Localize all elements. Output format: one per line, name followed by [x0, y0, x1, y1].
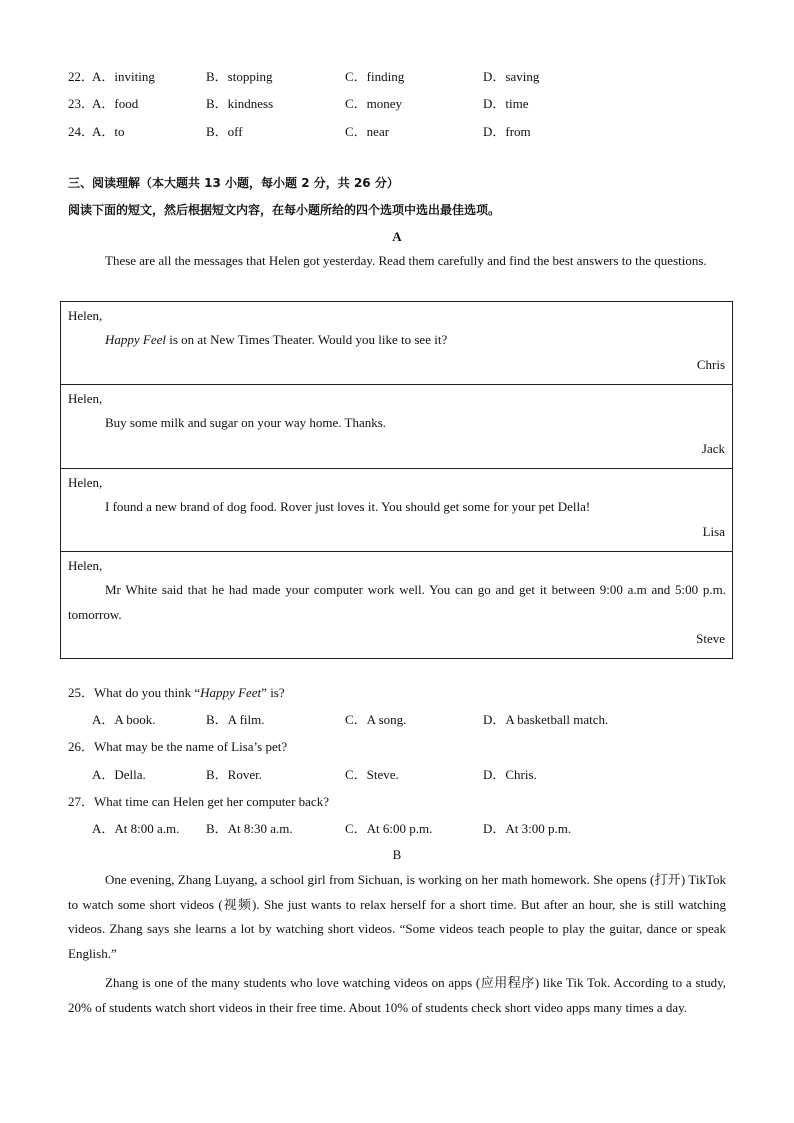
section-instruction: 阅读下面的短文，然后根据短文内容，在每小题所给的四个选项中选出最佳选项。: [68, 203, 501, 217]
option-d: D．from: [483, 124, 531, 139]
option-c: C．A song.: [345, 712, 407, 727]
message-text: is on at New Times Theater. Would you like to see it?: [166, 332, 448, 347]
option-a: A．food: [92, 96, 139, 111]
message-chris: [61, 302, 732, 385]
movie-title: Happy Feet: [200, 685, 262, 700]
option-a: A．At 8:00 a.m.: [92, 821, 180, 836]
option-row-24: [68, 123, 728, 141]
question-number: 22．: [68, 69, 95, 84]
option-d: D．time: [483, 96, 529, 111]
option-b: B．Rover.: [206, 767, 262, 782]
message-body: [68, 328, 726, 353]
message-body: Mr White said that he had made your computer work well. You can go and get it between 9:00 a.m and 5:00 p.m. tomorrow.: [68, 582, 726, 622]
option-c: C．At 6:00 p.m.: [345, 821, 433, 836]
option-a: A．Della.: [92, 767, 146, 782]
message-recipient: Helen,: [68, 475, 103, 490]
option-a: A．A book.: [92, 712, 156, 727]
option-b: B．A film.: [206, 712, 265, 727]
message-jack: [61, 385, 732, 469]
option-row-23: [68, 95, 728, 113]
question-27-options: [92, 820, 732, 838]
question-26-stem: 26．What may be the name of Lisa’s pet?: [68, 739, 288, 754]
message-recipient: Helen,: [68, 558, 103, 573]
option-c: C．Steve.: [345, 767, 399, 782]
option-d: D．saving: [483, 69, 540, 84]
option-b: B．kindness: [206, 96, 274, 111]
question-27-stem: 27．What time can Helen get her computer back?: [68, 794, 329, 809]
option-a: A．inviting: [92, 69, 155, 84]
option-c: C．near: [345, 124, 390, 139]
question-25-options: [92, 711, 732, 729]
option-d: D．Chris.: [483, 767, 537, 782]
messages-table: [60, 301, 733, 659]
passage-b-paragraph-2: Zhang is one of the many students who love watching videos on apps (应用程序) like Tik Tok. According to a study, 20% of students watch short videos in their free time. About 10% of students check short video apps many times a day.: [68, 975, 726, 1015]
message-signature: Jack: [701, 441, 725, 456]
movie-title: Happy Feel: [105, 332, 167, 347]
option-c: C．finding: [345, 69, 405, 84]
passage-a-intro: These are all the messages that Helen got yesterday. Read them carefully and find the best answers to the questions.: [105, 253, 707, 268]
option-row-22: [68, 68, 728, 86]
option-b: B．stopping: [206, 69, 273, 84]
message-recipient: Helen,: [68, 391, 103, 406]
message-body: Buy some milk and sugar on your way home. Thanks.: [105, 415, 387, 430]
option-c: C．money: [345, 96, 403, 111]
question-25-stem: 25．What do you think “Happy Feet” is?: [68, 685, 285, 700]
message-lisa: [61, 469, 732, 552]
question-26-options: [92, 766, 732, 784]
message-body: I found a new brand of dog food. Rover just loves it. You should get some for your pet Della!: [105, 499, 591, 514]
passage-b-paragraph-1: One evening, Zhang Luyang, a school girl from Sichuan, is working on her math homework. She opens (打开) TikTok to watch some short videos (视频). She just wants to relax herself for a short time. But after an hour, she is still watching videos. Zhang says she learns a lot by watching short videos. “Some videos teach people to play the guitar, dance or speak English.”: [68, 872, 726, 961]
passage-a-label: A: [392, 229, 402, 244]
passage-b-label: B: [392, 847, 402, 862]
message-signature: Steve: [696, 631, 725, 646]
option-d: D．At 3:00 p.m.: [483, 821, 572, 836]
message-steve: [61, 552, 732, 658]
option-b: B．off: [206, 124, 243, 139]
option-d: D．A basketball match.: [483, 712, 609, 727]
question-number: 24．: [68, 124, 95, 139]
message-signature: Lisa: [702, 524, 725, 539]
question-number: 23．: [68, 96, 95, 111]
section-heading: 三、阅读理解（本大题共 13 小题，每小题 2 分，共 26 分）: [68, 176, 399, 190]
message-recipient: Helen,: [68, 308, 103, 323]
message-signature: Chris: [696, 357, 725, 372]
option-b: B．At 8:30 a.m.: [206, 821, 293, 836]
option-a: A．to: [92, 124, 125, 139]
